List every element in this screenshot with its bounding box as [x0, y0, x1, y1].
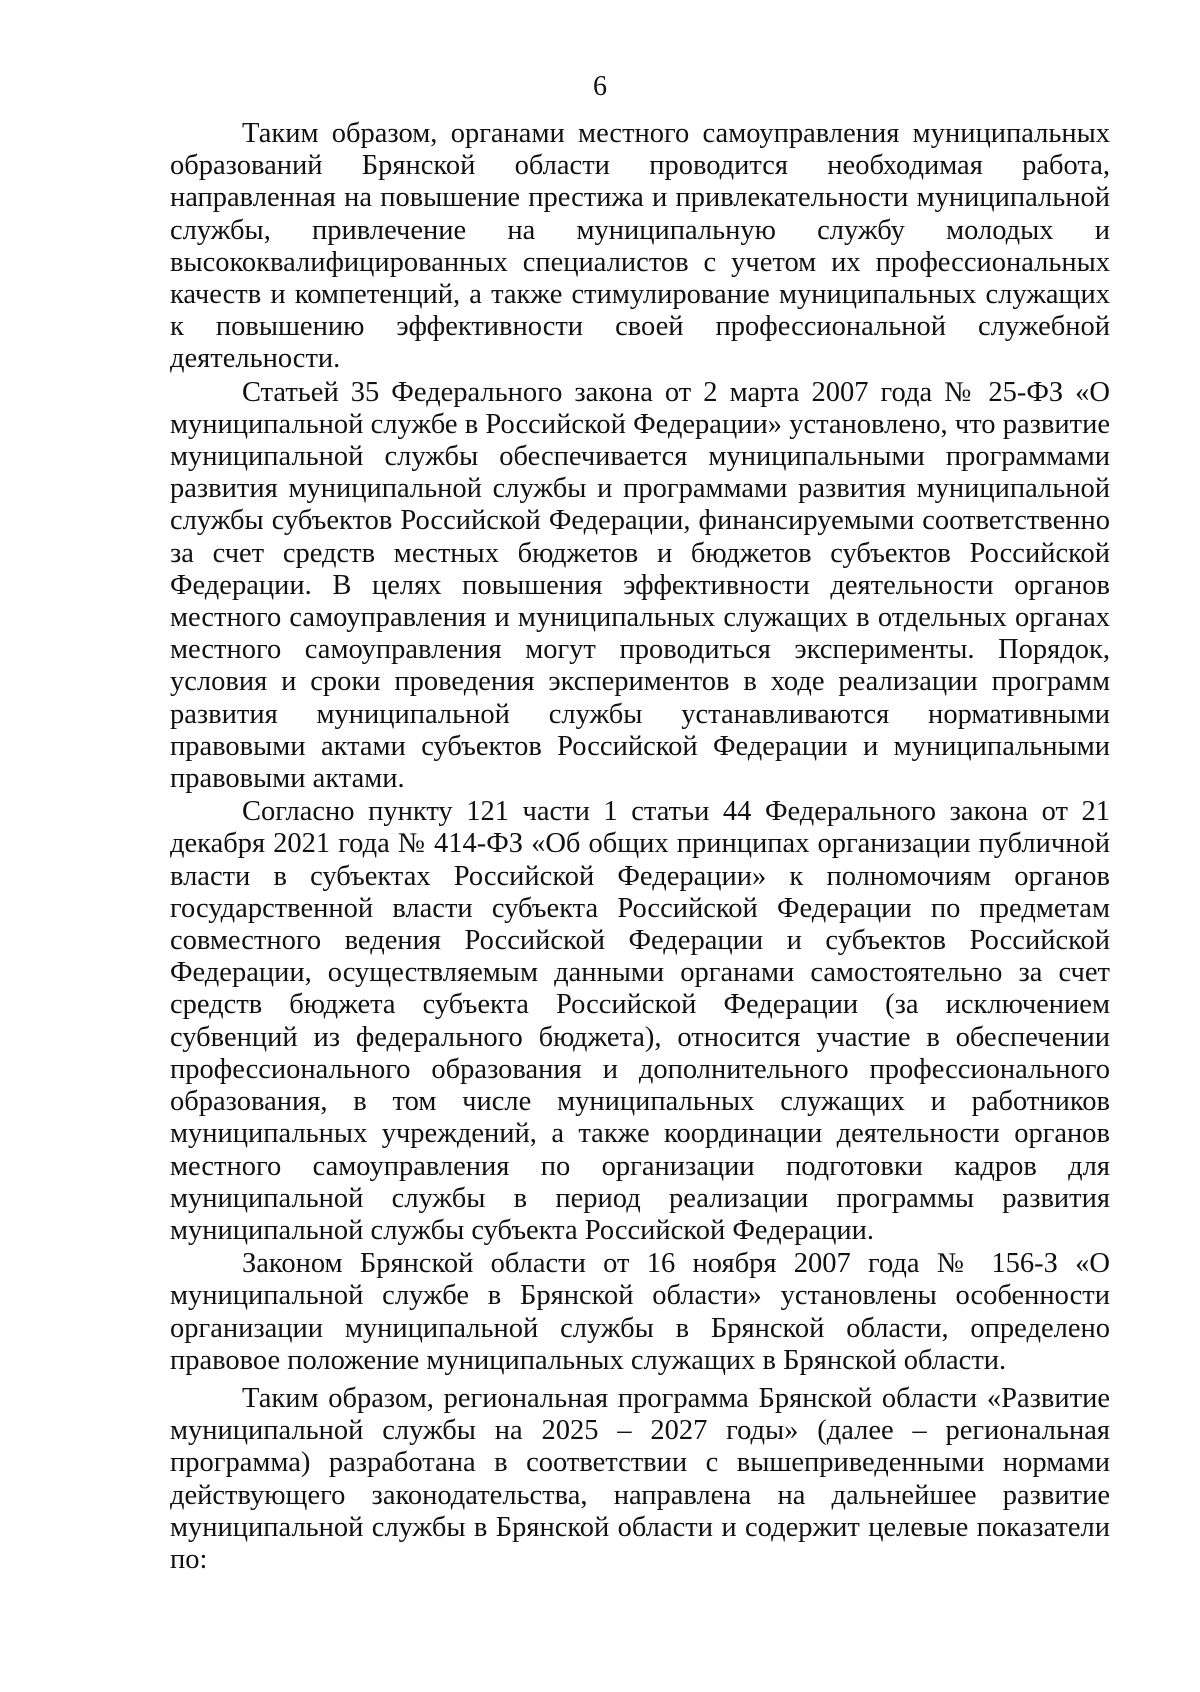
paragraph-3: Согласно пункту 121 части 1 статьи 44 Федерального закона от 21 декабря 2021 года № 414-ФЗ «Об общих принципах организации публичной власти в субъектах Российской Федерации» к полномочиям органов государственной власти субъекта Российской Федерации по предметам совместного ведения Российской Федерации и субъектов Российской Федерации, осуществляемым данными органами самостоятельно за счет средств бюджета субъекта Российской Федерации (за исключением субвенций из федерального бюджета), относится участие в обеспечении профессионального образования и дополнительного профессионального образования, в том числе муниципальных служащих и работников муниципальных учреждений, а также координации деятельности органов местного самоуправления по организации подготовки кадров для муниципальной службы в период реализации программы развития муниципальной службы субъекта Российской Федерации. — [170, 796, 1110, 1246]
paragraph-2: Статьей 35 Федерального закона от 2 марта 2007 года № 25-ФЗ «О муниципальной службе в Российской Федерации» установлено, что развитие муниципальной службы обеспечивается муниципальными программами развития муниципальной службы и программами развития муниципальной службы субъектов Российской Федерации, финансируемыми соответственно за счет средств местных бюджетов и бюджетов субъектов Российской Федерации. В целях повышения эффективности деятельности органов местного самоуправления и муниципальных служащих в отдельных органах местного самоуправления могут проводиться эксперименты. Порядок, условия и сроки проведения экспериментов в ходе реализации программ развития муниципальной службы устанавливаются нормативными правовыми актами субъектов Российской Федерации и муниципальными правовыми актами. — [170, 376, 1110, 795]
paragraph-4: Законом Брянской области от 16 ноября 2007 года № 156-З «О муниципальной службе в Брянской области» установлены особенности организации муниципальной службы в Брянской области, определено правовое положение муниципальных служащих в Брянской области. — [170, 1248, 1110, 1376]
paragraph-1: Таким образом, органами местного самоуправления муниципальных образований Брянской области проводится необходимая работа, направленная на повышение престижа и привлекательности муниципальной службы, привлечение на муниципальную службу молодых и высококвалифицированных специалистов с учетом их профессиональных качеств и компетенций, а также стимулирование муниципальных служащих к повышению эффективности своей профессиональной служебной деятельности. — [170, 118, 1110, 375]
page-number: 6 — [593, 71, 607, 102]
paragraph-5: Таким образом, региональная программа Брянской области «Развитие муниципальной службы на 2025 – 2027 годы» (далее – региональная программа) разработана в соответствии с вышеприведенными нормами действующего законодательства, направлена на дальнейшее развитие муниципальной службы в Брянской области и содержит целевые показатели по: — [170, 1382, 1110, 1575]
document-body — [170, 118, 1110, 1576]
